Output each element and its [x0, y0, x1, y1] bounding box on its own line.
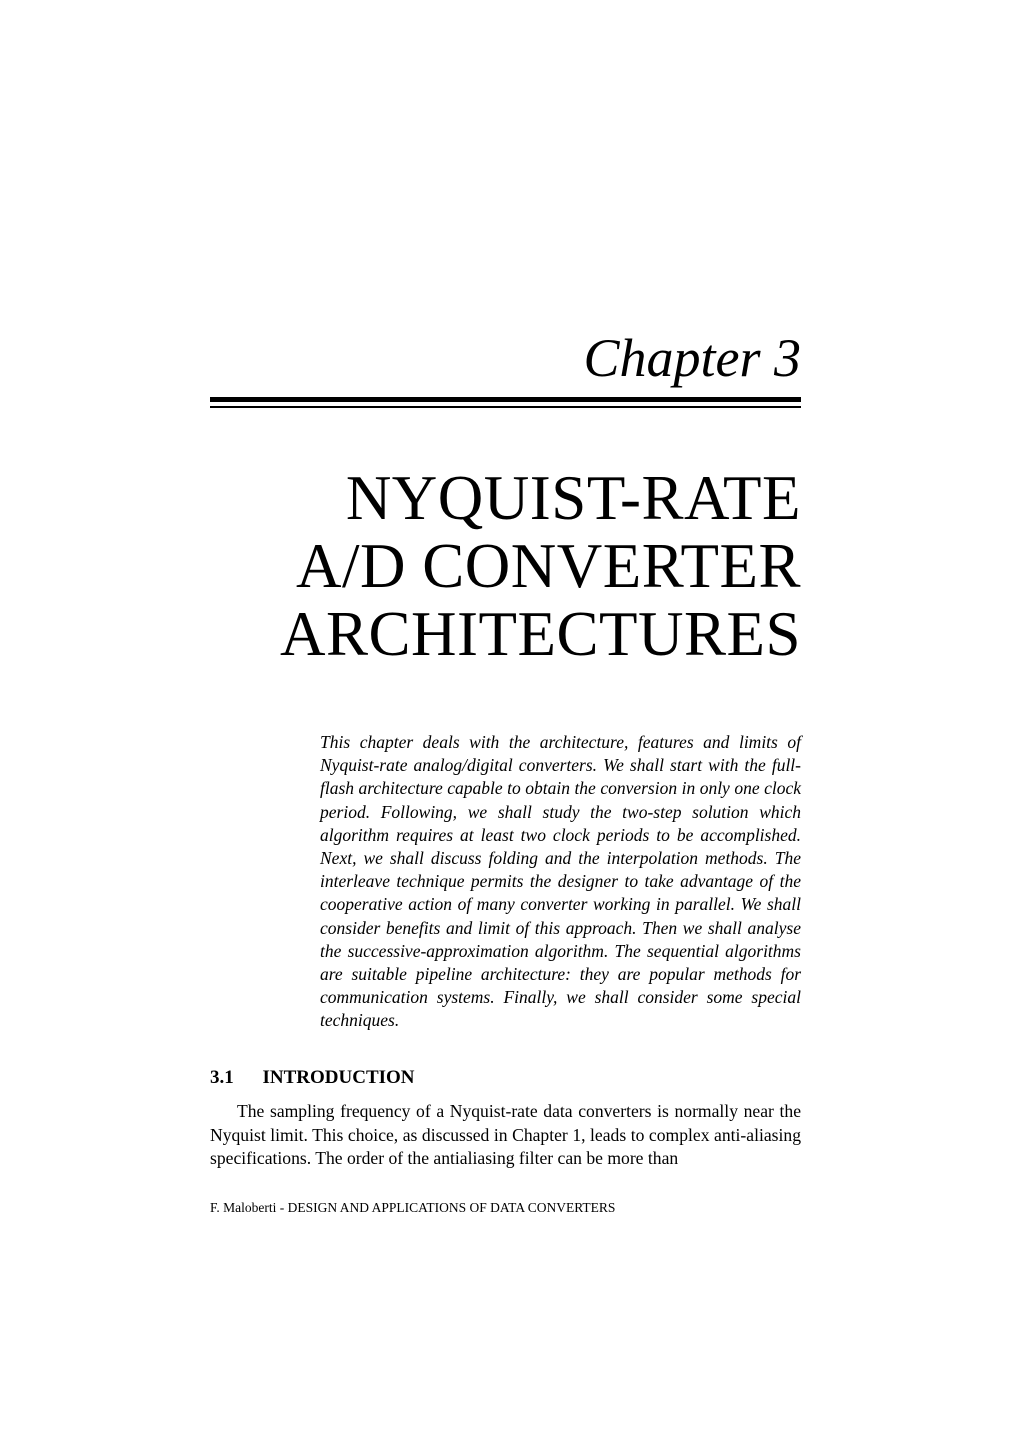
chapter-label: Chapter 3: [583, 328, 801, 388]
section-heading: [210, 1066, 415, 1090]
chapter-title-line-1: NYQUIST-RATE: [345, 463, 801, 533]
body-paragraph: The sampling frequency of a Nyquist-rate data converters is normally near the Nyquist limit. This choice, as discussed in Chapter 1, leads to complex anti-aliasing specifications. The order of the antialiasing filter can be more than: [210, 1101, 801, 1169]
chapter-title-line-2: A/D CONVERTER: [296, 531, 801, 601]
section-number: 3.1: [210, 1067, 234, 1088]
chapter-title-line-3: ARCHITECTURES: [279, 599, 801, 669]
chapter-abstract: This chapter deals with the architecture, features and limits of Nyquist-rate analog/digital converters. We shall start with the full-flash architecture capable to obtain the conversion in only one clock period. Following, we shall study the two-step solution which algorithm requires at least two clock periods to be accomplished. Next, we shall discuss folding and the interpolation methods. The interleave technique permits the designer to take advantage of the cooperative action of many converter working in parallel. We shall consider benefits and limit of this approach. Then we shall analyse the successive-approximation algorithm. The sequential algorithms are suitable pipeline architecture: they are popular methods for communication systems. Finally, we shall consider some special techniques.: [320, 732, 801, 1031]
chapter-divider-rule: [210, 397, 801, 408]
section-title: INTRODUCTION: [262, 1067, 415, 1088]
footer-running-title: F. Maloberti - DESIGN AND APPLICATIONS OF DATA CONVERTERS: [210, 1200, 616, 1215]
chapter-title: [210, 464, 801, 668]
